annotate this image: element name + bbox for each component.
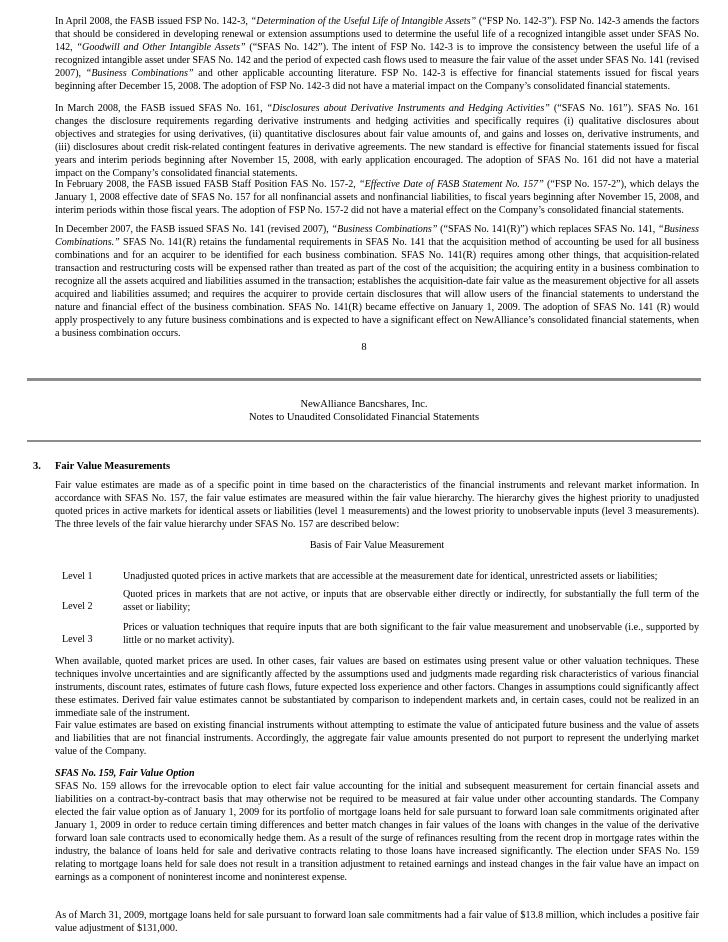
paragraph-sfas-141r: In December 2007, the FASB issued SFAS No. 141 (revised 2007), “Business Combinations” (“SFAS No. 141(R)”) which replaces SFAS No. 141, “Business Combinations.” SFAS No. 141(R) retains the fundamental requirements in SFAS No. 141 that the acquisition method of accounting be used for all business combinations and for an acquirer to be identified for each business combination. SFAS No. 141(R) requires among other things, that acquisition-related transaction and restructuring costs will be expensed rather than treated as part of the cost of the acquisition; the acquiring entity in a business combination to recognize all the assets acquired and liabilities assumed in the transaction; establishes the acquisition-date fair value as the measurement objective for all assets acquired and liabilities assumed; and requires the acquirer to provide certain disclosures that will allow users of the financial statements to understand the nature and financial effect of the business combination. SFAS No. 141(R) became effective on January 1, 2009. The adoption of SFAS No. 141 (R) would apply prospectively to any future business combinations and is expected to have a significant effect on NewAlliance’s consolidated financial statements, when a business combination occurs. — [55, 224, 699, 339]
sfas-159-block — [55, 767, 699, 884]
paragraph-fsp-157-2: In February 2008, the FASB issued FASB Staff Position FAS No. 157-2, “Effective Date of FASB Statement No. 157” (“FSP No. 157-2”), which delays the January 1, 2008 effective date of SFAS No. 157 for all nonfinancial assets and nonfinancial liabilities, to fiscal years beginning after November 15, 2008, and interim periods within those fiscal years. The adoption of FSP No. 157-2 did not have a material effect on the Company’s consolidated financial statements. — [55, 179, 699, 216]
paragraph-sfas-161: In March 2008, the FASB issued SFAS No. 161, “Disclosures about Derivative Instruments and Hedging Activities” (“SFAS No. 161”). SFAS No. 161 changes the disclosure requirements regarding derivative instruments and hedging activities and specifically requires (i) qualitative disclosures about objectives and strategies for using derivatives, (ii) quantitative disclosures about fair value amounts of, and gains and losses on, derivative instruments, and (iii) disclosures about credit risk-related contingent features in derivative agreements. The new standard is effective for financial statements issued for fiscal years and interim periods beginning after November 15, 2008, with early application encouraged. The adoption of SFAS No. 161 did not have a material impact on the Company’s consolidated financial statements. — [55, 103, 699, 179]
sfas-159-heading: SFAS No. 159, Fair Value Option — [55, 768, 195, 779]
page-break-rule — [27, 378, 701, 381]
march-31-paragraph: As of March 31, 2009, mortgage loans held for sale pursuant to forward loan sale commitments had a fair value of $13.8 million, which includes a positive fair value adjustment of $131,000. — [55, 910, 699, 934]
notes-subtitle: Notes to Unaudited Consolidated Financial Statements — [248, 412, 480, 423]
section-number: 3. — [33, 461, 41, 472]
table-caption: Basis of Fair Value Measurement — [309, 540, 445, 551]
header-rule — [27, 440, 701, 442]
level-3-label: Level 3 — [62, 634, 93, 645]
section-title: Fair Value Measurements — [55, 461, 171, 472]
fair-value-intro: Fair value estimates are made as of a specific point in time based on the characteristics of the financial instruments and relevant market information. In accordance with SFAS No. 157, the fair value estimates are measured within the fair value hierarchy. The hierarchy gives the highest priority to unadjusted quoted prices in active markets for identical assets or liabilities (level 1 measurements) and the lowest priority to unobservable inputs (level 3 measurements). The three levels of the fair value hierarchy under SFAS No. 157 are described below: — [55, 480, 699, 530]
level-1-description: Unadjusted quoted prices in active markets that are accessible at the measurement date for identical, unrestricted assets or liabilities; — [123, 571, 658, 582]
level-3-description: Prices or valuation techniques that require inputs that are both significant to the fair value measurement and unobservable (i.e., supported by little or no market activity). — [123, 622, 699, 646]
quoted-prices-paragraph: When available, quoted market prices are used. In other cases, fair values are based on estimates using present value or other valuation techniques. These techniques involve uncertainties and are significantly affected by the assumptions used and judgments made regarding risk characteristics of various financial instruments, discount rates, estimates of future cash flows, future expected loss experience and other factors. Changes in assumptions could significantly affect these estimates. Derived fair value estimates cannot be substantiated by comparison to independent markets and, in certain cases, could not be realized in an immediate sale of the instrument. — [55, 656, 699, 719]
paragraph-fsp-142-3: In April 2008, the FASB issued FSP No. 142-3, “Determination of the Useful Life of Intangible Assets” (“FSP No. 142-3”). FSP No. 142-3 amends the factors that should be considered in developing renewal or extension assumptions used to determine the useful life of a recognized intangible asset under SFAS No. 142, “Goodwill and Other Intangible Assets” (“SFAS No. 142”). The intent of FSP No. 142-3 is to improve the consistency between the useful life of a recognized intangible asset under SFAS No. 142 and the period of expected cash flows used to measure the fair value of the asset under SFAS No. 141 (revised 2007), “Business Combinations” and other applicable accounting literature. FSP No. 142-3 is effective for financial statements issued for fiscal years beginning after December 15, 2008. The adoption of FSP No. 142-3 did not have a material impact on the Company’s consolidated financial statements. — [55, 16, 699, 92]
level-2-label: Level 2 — [62, 601, 93, 612]
company-name: NewAlliance Bancshares, Inc. — [300, 399, 428, 410]
level-1-label: Level 1 — [62, 571, 93, 582]
level-2-description: Quoted prices in markets that are not active, or inputs that are observable either directly or indirectly, for substantially the full term of the asset or liability; — [123, 589, 699, 613]
page-number: 8 — [361, 342, 367, 353]
sfas-159-paragraph: SFAS No. 159 allows for the irrevocable option to elect fair value accounting for the initial and subsequent measurement for certain financial assets and liabilities on a contract-by-contract basis that may otherwise not be required to be measured at fair value under other accounting standards. The Company elected the fair value option as of January 1, 2009 for its portfolio of mortgage loans held for sale pursuant to forward loan sale commitments originated after January 1, 2009 in order to reduce certain timing differences and better match changes in fair values of the loans with changes in the value of the derivative forward loan sale contracts used to economically hedge them. As a result of the surge of refinances resulting from the recent drop in mortgage rates within the industry, the balance of loans held for sale and derivative contracts relating to those loans have increased significantly. The election under SFAS No. 159 relating to mortgage loans held for sale does not result in a transition adjustment to retained earnings and instead changes in the fair value have an impact on earnings as a component of noninterest income and noninterest expense. — [55, 781, 699, 883]
existing-instruments-paragraph: Fair value estimates are based on existing financial instruments without attempting to estimate the value of anticipated future business and the value of assets and liabilities that are not financial instruments. Accordingly, the aggregate fair value amounts presented do not purport to represent the underlying market value of the Company. — [55, 720, 699, 757]
